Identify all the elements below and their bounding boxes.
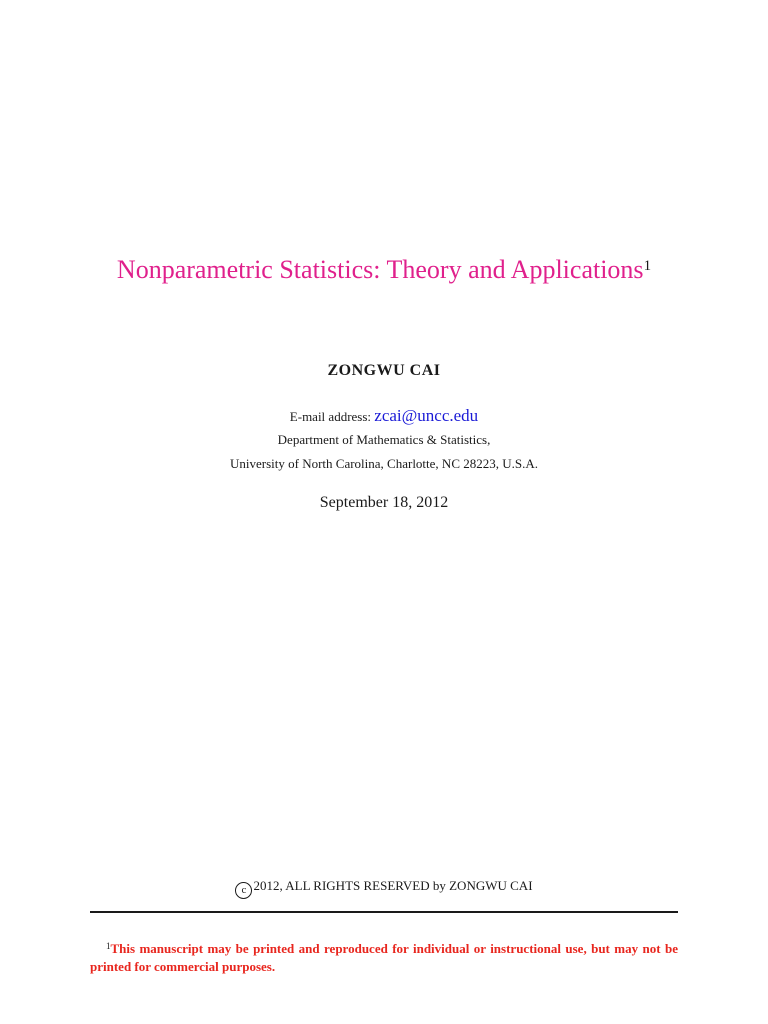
email-line — [0, 406, 768, 426]
copyright-notice — [0, 878, 768, 899]
university-address: University of North Carolina, Charlotte, NC 28223, U.S.A. — [230, 456, 538, 471]
footnote-divider — [90, 911, 678, 913]
publication-date: September 18, 2012 — [319, 494, 449, 511]
title-footnote-mark[interactable]: 1 — [643, 258, 652, 274]
footnote-mark: 1 — [106, 941, 111, 951]
email-label: E-mail address: — [289, 409, 372, 424]
author-name: ZONGWU CAI — [327, 362, 441, 379]
department: Department of Mathematics & Statistics, — [277, 432, 491, 447]
document-title — [90, 254, 678, 286]
copyright-icon: c — [235, 882, 252, 899]
footnote-text: This manuscript may be printed and reproduced for individual or instructional use, but may not be printed for commercial purposes. — [90, 941, 678, 974]
footnote — [90, 940, 678, 976]
document-title-text: Nonparametric Statistics: Theory and Applications — [116, 255, 644, 284]
copyright-text: 2012, ALL RIGHTS RESERVED by ZONGWU CAI — [253, 878, 533, 893]
email-link[interactable]: zcai@uncc.edu — [374, 406, 479, 425]
